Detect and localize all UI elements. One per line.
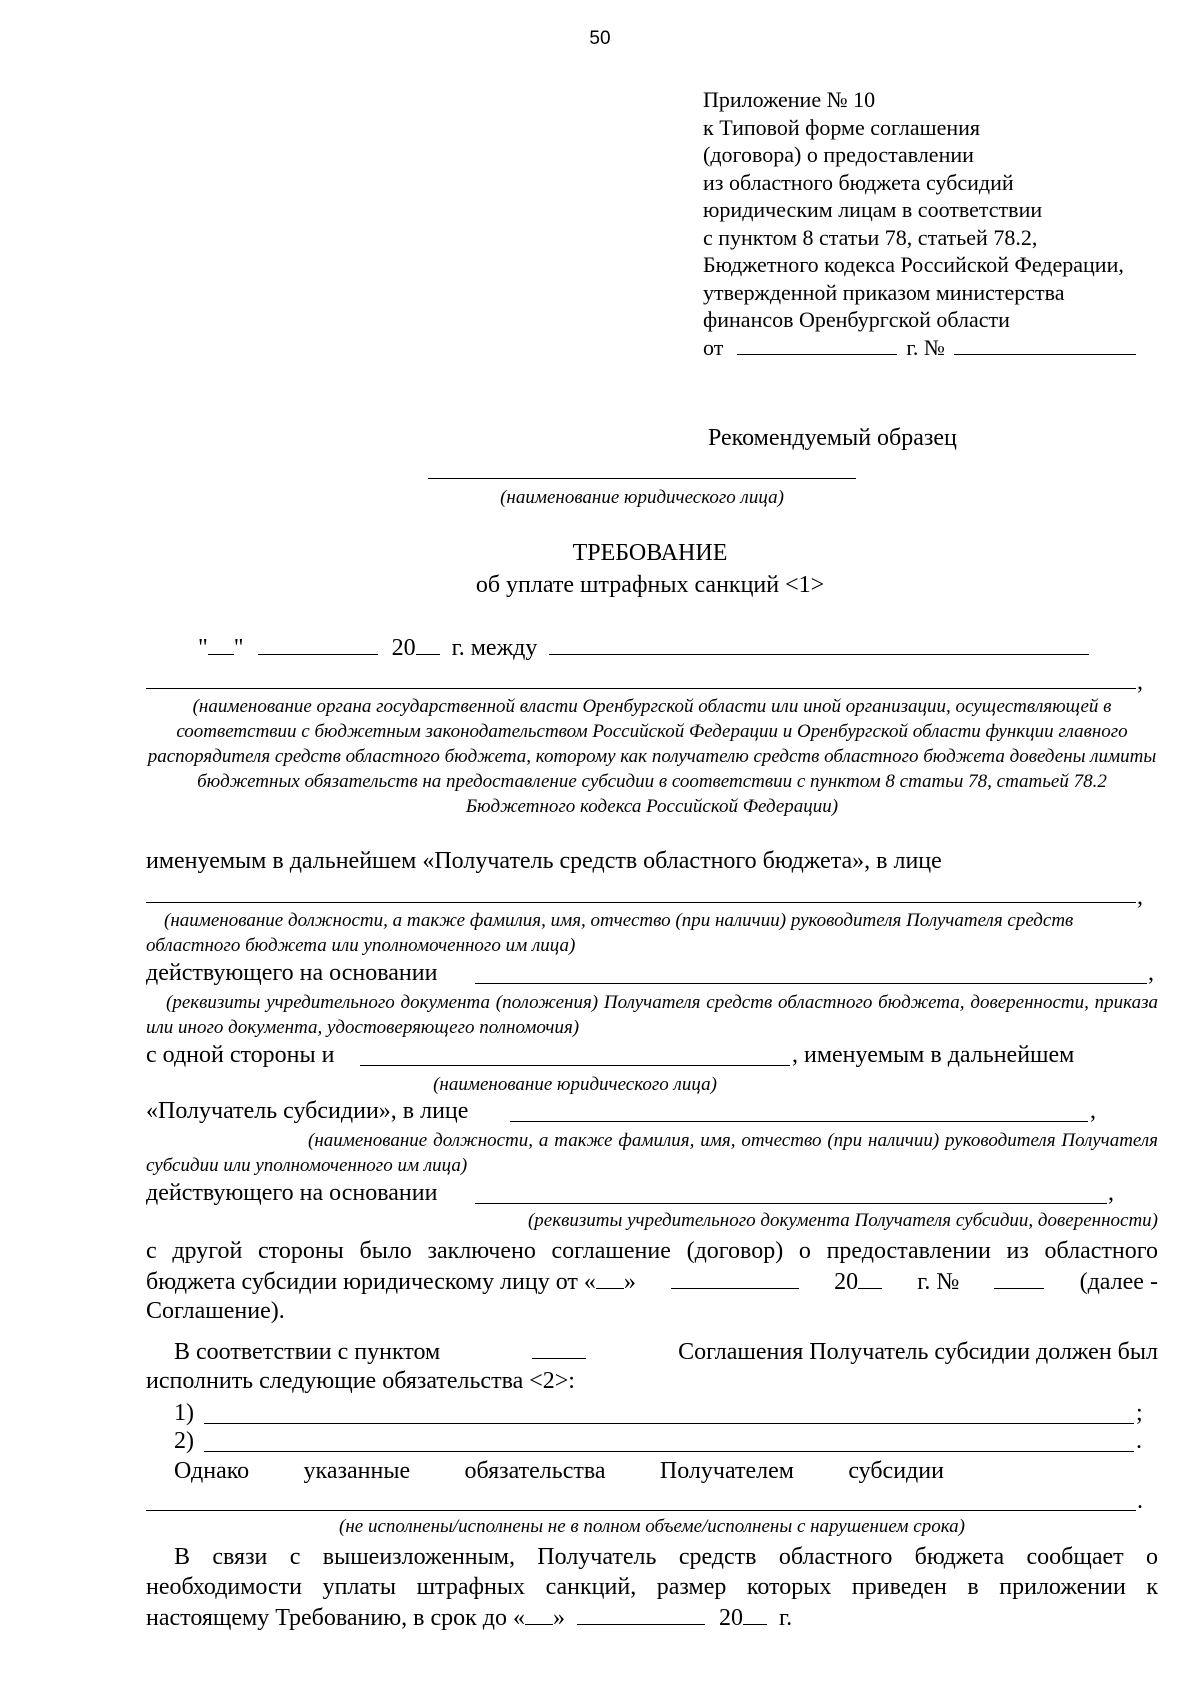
approval-number-field[interactable]: [954, 334, 1136, 355]
obligation-item-1-label: 1): [174, 1400, 194, 1426]
appendix-line: к Типовой форме соглашения: [703, 114, 981, 140]
approval-date-field[interactable]: [737, 334, 897, 355]
requisites-field-1[interactable]: [475, 983, 1147, 984]
agreement-year-field[interactable]: [858, 1268, 882, 1289]
organ-caption: (наименование органа государственной власти Оренбургской области или иной организации, осуществляющей в соответствии с бюджетным законодательством Российской Федерации и Оренбургской области функции главного распорядителя средств областного бюджета, которому как получателю средств областного бюджета доведены лимиты бюджетных обязательств на предоставление субсидии в соответствии с пунктом 8 статьи 78, статьей 78.2 Бюджетного кодекса Российской Федерации): [147, 696, 1157, 817]
one-side-and: с одной стороны и: [146, 1042, 335, 1068]
document-subtitle: об уплате штрафных санкций <1>: [475, 572, 825, 598]
final-line-3: настоящему Требованию, в срок до « » 20 г.: [146, 1605, 793, 1631]
appendix-line: с пунктом 8 статьи 78, статьей 78.2,: [703, 224, 1038, 250]
hereinafter-label: , именуемым в дальнейшем: [792, 1042, 1075, 1068]
agreement-line-2: бюджета субсидии юридическому лицу от « » 20 г. № (далее -: [146, 1269, 1158, 1295]
subsidy-recipient-person: «Получатель субсидии», в лице: [146, 1098, 469, 1124]
deadline-year-field[interactable]: [743, 1604, 767, 1625]
entity-name-caption: (наименование юридического лица): [500, 487, 784, 508]
appendix-block: [703, 86, 1136, 361]
organ-name-field-2[interactable]: [146, 688, 1136, 689]
period: .: [1137, 1488, 1143, 1514]
appendix-line: Приложение № 10: [703, 87, 876, 112]
head-name-field[interactable]: [146, 902, 1136, 903]
final-line-1: В связи с вышеизложенным, Получатель средств областного бюджета сообщает о: [174, 1544, 1158, 1570]
however-line: Однако указанные обязательства Получателем субсидии: [174, 1458, 944, 1484]
organ-name-field[interactable]: [549, 634, 1089, 655]
obligation-item-1-field[interactable]: [204, 1423, 1134, 1424]
appendix-line: финансов Оренбургской области: [703, 307, 1010, 332]
subsidy-head-caption: (наименование должности, а также фамилия, имя, отчество (при наличии) руководителя Получателя субсидии или уполномоченного им лица): [146, 1130, 1158, 1176]
agreement-line-1: с другой стороны было заключено соглашение (договор) о предоставлении из областного: [146, 1238, 1158, 1264]
obligation-item-2-field[interactable]: [204, 1451, 1134, 1452]
appendix-line: (договора) о предоставлении: [703, 142, 974, 167]
appendix-line: из областного бюджета субсидий: [703, 169, 1014, 195]
agreement-clause-field[interactable]: [532, 1338, 586, 1359]
g-no-label: г. №: [906, 334, 945, 360]
comma: ,: [1137, 884, 1143, 910]
requisites-field-2[interactable]: [475, 1203, 1107, 1204]
agreement-line-3: Соглашение).: [146, 1298, 285, 1324]
date-line: " " 20 г. между: [198, 634, 1089, 662]
obligations-line-1: В соответствии с пунктом Соглашения Получатель субсидии должен был: [174, 1339, 1158, 1365]
page-number: 50: [589, 28, 611, 49]
from-label: от: [703, 334, 724, 360]
hereinafter-recipient-budget: именуемым в дальнейшем «Получатель средств областного бюджета», в лице: [146, 848, 942, 874]
agreement-day-field[interactable]: [596, 1268, 624, 1289]
recommended-sample: Рекомендуемый образец: [708, 425, 957, 451]
period: .: [1136, 1428, 1142, 1454]
comma: ,: [1090, 1098, 1096, 1124]
requisites-caption-2: (реквизиты учредительного документа Получателя субсидии, доверенности): [527, 1210, 1158, 1231]
appendix-line: Бюджетного кодекса Российской Федерации,: [703, 252, 1124, 277]
requisites-caption-1: (реквизиты учредительного документа (положения) Получателя средств областного бюджета, доверенности, приказа или иного документа, удостоверяющего полномочия): [146, 992, 1158, 1038]
comma: ,: [1108, 1180, 1114, 1206]
agreement-month-field[interactable]: [671, 1268, 799, 1289]
subsidy-head-field[interactable]: [510, 1121, 1088, 1122]
entity-name-field[interactable]: [428, 478, 856, 479]
day-field[interactable]: [208, 634, 234, 655]
obligations-line-2: исполнить следующие обязательства <2>:: [146, 1368, 575, 1394]
deadline-month-field[interactable]: [577, 1604, 705, 1625]
appendix-line: утвержденной приказом министерства: [703, 279, 1065, 305]
not-fulfilled-caption: (не исполнены/исполнены не в полном объеме/исполнены с нарушением срока): [339, 1516, 965, 1537]
not-fulfilled-field[interactable]: [146, 1510, 1136, 1511]
year-field[interactable]: [416, 634, 440, 655]
head-caption: (наименование должности, а также фамилия, имя, отчество (при наличии) руководителя Получателя средств областного бюджета или уполномоченного им лица): [146, 910, 1074, 956]
final-line-2: необходимости уплаты штрафных санкций, размер которых приведен в приложении к: [146, 1574, 1158, 1600]
acting-basis-2: действующего на основании: [146, 1180, 438, 1206]
appendix-approval-line: [703, 334, 1136, 362]
document-title: ТРЕБОВАНИЕ: [572, 540, 728, 566]
obligation-item-2-label: 2): [174, 1428, 194, 1454]
comma: ,: [1137, 669, 1143, 695]
agreement-number-field[interactable]: [994, 1268, 1044, 1289]
deadline-day-field[interactable]: [525, 1604, 553, 1625]
appendix-line: юридическим лицам в соответствии: [703, 197, 1043, 222]
subsidy-entity-field[interactable]: [360, 1065, 790, 1066]
entity-name-caption-2: (наименование юридического лица): [433, 1074, 717, 1095]
semicolon: ;: [1136, 1400, 1143, 1426]
comma: ,: [1148, 960, 1154, 986]
month-field[interactable]: [258, 634, 378, 655]
acting-basis-1: действующего на основании: [146, 960, 438, 986]
